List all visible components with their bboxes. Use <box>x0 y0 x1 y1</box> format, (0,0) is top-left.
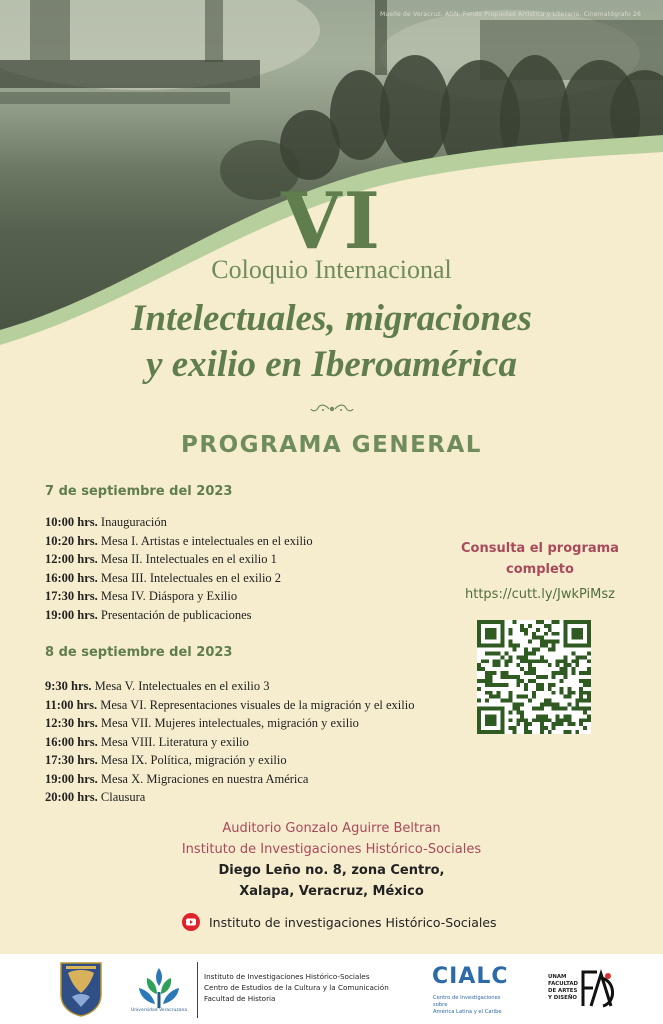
schedule-row: 19:00 hrs. Presentación de publicaciones <box>45 607 252 622</box>
schedule-row: 10:20 hrs. Mesa I. Artistas e intelectuales en el exilio <box>45 533 313 548</box>
schedule-row: 20:00 hrs. Clausura <box>45 790 146 804</box>
uv-label: Universidad Veracruzana <box>130 1008 188 1013</box>
unam-seal-icon <box>58 961 104 1017</box>
venue-institute: Instituto de Investigaciones Histórico-Sociales <box>181 842 482 857</box>
youtube-icon <box>182 913 200 931</box>
ornament-icon <box>310 403 354 415</box>
consult-text: Consulta el programa completo <box>461 541 619 577</box>
schedule-row: 12:30 hrs. Mesa VII. Mujeres intelectuales, migración y exilio <box>45 716 359 730</box>
edition-number: VI <box>280 176 382 267</box>
title-line-2: y exilio en Iberoamérica <box>146 344 517 385</box>
fad-label: UNAM FACULTAD DE ARTES Y DISEÑO <box>548 974 579 1001</box>
youtube-channel-label: Instituto de investigaciones Histórico-Sociales <box>209 914 497 930</box>
day-1-date: 7 de septiembre del 2023 <box>45 484 233 499</box>
schedule-row: 12:00 hrs. Mesa II. Intelectuales en el exilio 1 <box>45 552 277 566</box>
youtube-channel-link[interactable] <box>182 912 497 932</box>
cialc-subtitle: Centro de Investigaciones sobre América Latina y el Caribe <box>433 995 502 1015</box>
schedule-row: 9:30 hrs. Mesa V. Intelectuales en el exilio 3 <box>45 679 270 693</box>
venue-name: Auditorio Gonzalo Aguirre Beltran <box>222 821 441 836</box>
schedule-row: 17:30 hrs. Mesa IX. Política, migración y exilio <box>45 753 287 767</box>
title-line-1: Intelectuales, migraciones <box>131 298 532 339</box>
fad-logo-icon <box>577 968 619 1010</box>
photo-credit: Muelle de Veracruz. AGN, Fondo Propiedad Artística y Literaria, Cinematógrafo 26 <box>379 11 641 18</box>
cialc-name: CIALC <box>432 964 509 989</box>
schedule-row: 16:00 hrs. Mesa III. Intelectuales en el exilio 2 <box>45 570 282 585</box>
institutions-list: Instituto de Investigaciones Histórico-Sociales Centro de Estudios de la Cultura y la Comunicación Facultad de Historia <box>204 972 389 1003</box>
footer-logos <box>0 954 663 1024</box>
venue-address: Diego Leño no. 8, zona Centro, <box>218 863 445 878</box>
qr-code-icon[interactable] <box>477 620 591 734</box>
schedule-row: 11:00 hrs. Mesa VI. Representaciones visuales de la migración y el exilio <box>45 697 415 712</box>
venue-city: Xalapa, Veracruz, México <box>239 884 424 899</box>
schedule-row: 19:00 hrs. Mesa X. Migraciones en nuestra América <box>45 771 309 786</box>
section-title: PROGRAMA GENERAL <box>181 432 482 458</box>
day-1-schedule <box>45 513 313 624</box>
day-2-schedule <box>45 677 414 807</box>
program-link[interactable]: https://cutt.ly/JwkPiMsz <box>465 587 615 602</box>
venue-info <box>0 818 663 902</box>
footer-divider <box>197 962 198 1018</box>
cialc-logo <box>432 964 512 1016</box>
schedule-row: 17:30 hrs. Mesa IV. Diáspora y Exilio <box>45 589 238 603</box>
day-2-date: 8 de septiembre del 2023 <box>45 645 233 660</box>
schedule-row: 10:00 hrs. Inauguración <box>45 515 167 529</box>
event-title <box>0 296 663 388</box>
schedule-row: 16:00 hrs. Mesa VIII. Literatura y exilio <box>45 734 249 749</box>
event-type: Coloquio Internacional <box>211 255 452 284</box>
